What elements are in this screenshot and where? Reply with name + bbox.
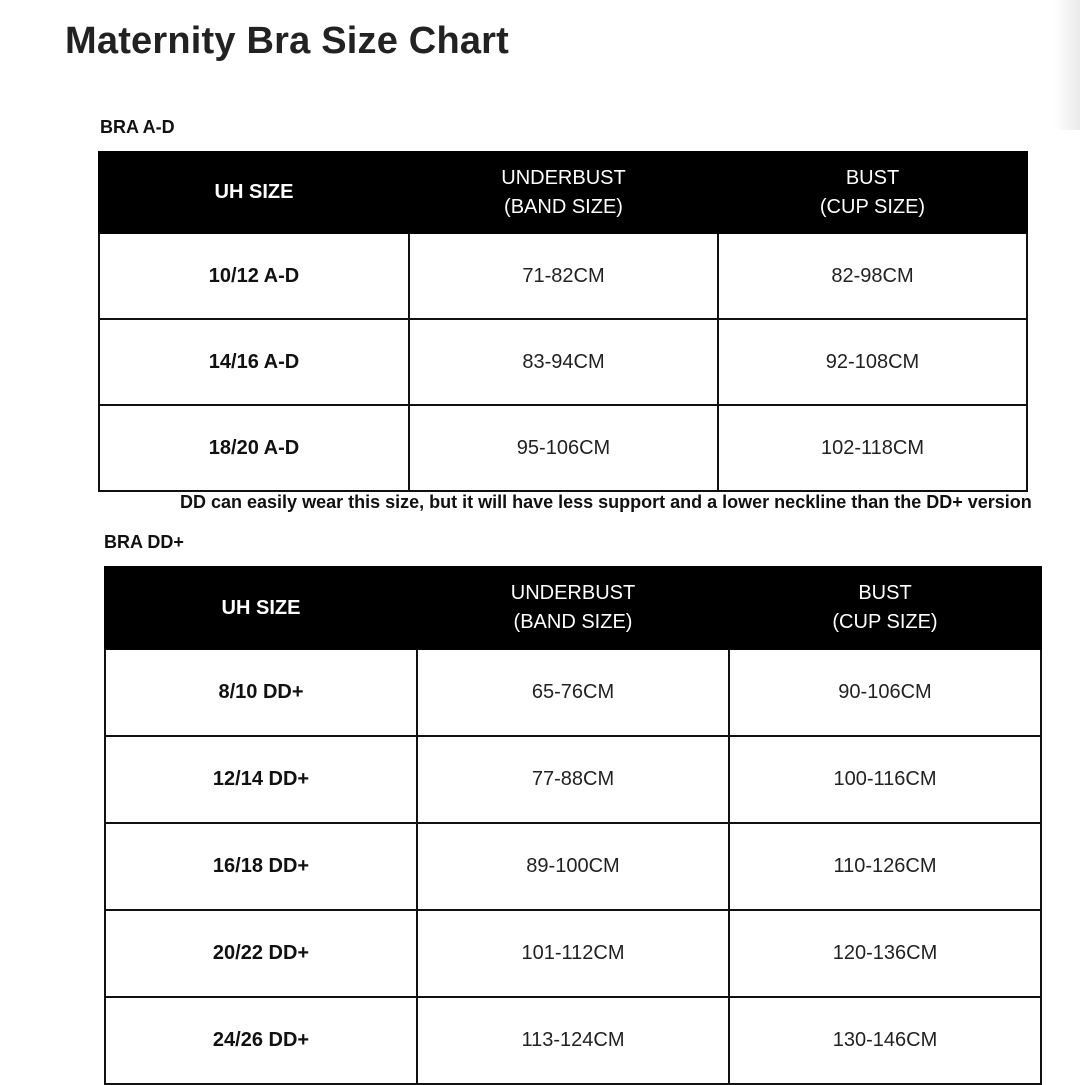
- size-cell: 24/26 DD+: [105, 997, 417, 1084]
- section-label-a-d: BRA A-D: [100, 117, 175, 137]
- underbust-cell: 65-76CM: [417, 649, 729, 736]
- size-cell: 8/10 DD+: [105, 649, 417, 736]
- table-row: [105, 910, 1041, 997]
- header-underbust-title: UNDERBUST: [510, 582, 636, 604]
- table-header-row: [105, 567, 1041, 649]
- underbust-cell: 89-100CM: [417, 823, 729, 910]
- bust-cell: 110-126CM: [729, 823, 1041, 910]
- header-underbust-title: UNDERBUST: [501, 166, 626, 189]
- table-row: [105, 823, 1041, 910]
- table-header-row: [99, 152, 1027, 233]
- header-underbust-subtitle: (BAND SIZE): [513, 611, 633, 633]
- underbust-cell: 95-106CM: [409, 405, 718, 491]
- underbust-cell: 101-112CM: [417, 910, 729, 997]
- bust-cell: 102-118CM: [718, 405, 1027, 491]
- header-underbust: [409, 152, 718, 233]
- header-bust: [718, 152, 1027, 233]
- size-cell: 12/14 DD+: [105, 736, 417, 823]
- fit-note: DD can easily wear this size, but it will have less support and a lower neckline than the DD+ version: [180, 492, 1032, 512]
- header-uh-size: UH SIZE: [105, 567, 417, 649]
- bust-cell: 120-136CM: [729, 910, 1041, 997]
- size-cell: 14/16 A-D: [99, 319, 409, 405]
- header-underbust: [417, 567, 729, 649]
- header-bust-subtitle: (CUP SIZE): [819, 195, 926, 218]
- bust-cell: 82-98CM: [718, 233, 1027, 319]
- section-label-dd-plus: BRA DD+: [104, 532, 184, 552]
- page-title: Maternity Bra Size Chart: [65, 20, 510, 62]
- size-table-a-d: [98, 151, 1028, 492]
- underbust-cell: 83-94CM: [409, 319, 718, 405]
- header-bust-subtitle: (CUP SIZE): [832, 611, 938, 633]
- size-cell: 10/12 A-D: [99, 233, 409, 319]
- size-cell: 18/20 A-D: [99, 405, 409, 491]
- table-row: [105, 649, 1041, 736]
- underbust-cell: 77-88CM: [417, 736, 729, 823]
- size-table-dd-plus: [104, 566, 1042, 1085]
- bust-cell: 90-106CM: [729, 649, 1041, 736]
- underbust-cell: 113-124CM: [417, 997, 729, 1084]
- header-uh-size: UH SIZE: [99, 152, 409, 233]
- header-bust-title: BUST: [845, 166, 900, 189]
- underbust-cell: 71-82CM: [409, 233, 718, 319]
- table-row: [105, 997, 1041, 1084]
- bust-cell: 100-116CM: [729, 736, 1041, 823]
- size-cell: 16/18 DD+: [105, 823, 417, 910]
- header-bust-title: BUST: [858, 582, 912, 604]
- bust-cell: 92-108CM: [718, 319, 1027, 405]
- table-row: [99, 319, 1027, 405]
- table-row: [99, 233, 1027, 319]
- header-underbust-subtitle: (BAND SIZE): [504, 195, 623, 218]
- header-bust: [729, 567, 1041, 649]
- bust-cell: 130-146CM: [729, 997, 1041, 1084]
- table-row: [99, 405, 1027, 491]
- page-edge-shadow: [1054, 0, 1080, 130]
- size-cell: 20/22 DD+: [105, 910, 417, 997]
- table-row: [105, 736, 1041, 823]
